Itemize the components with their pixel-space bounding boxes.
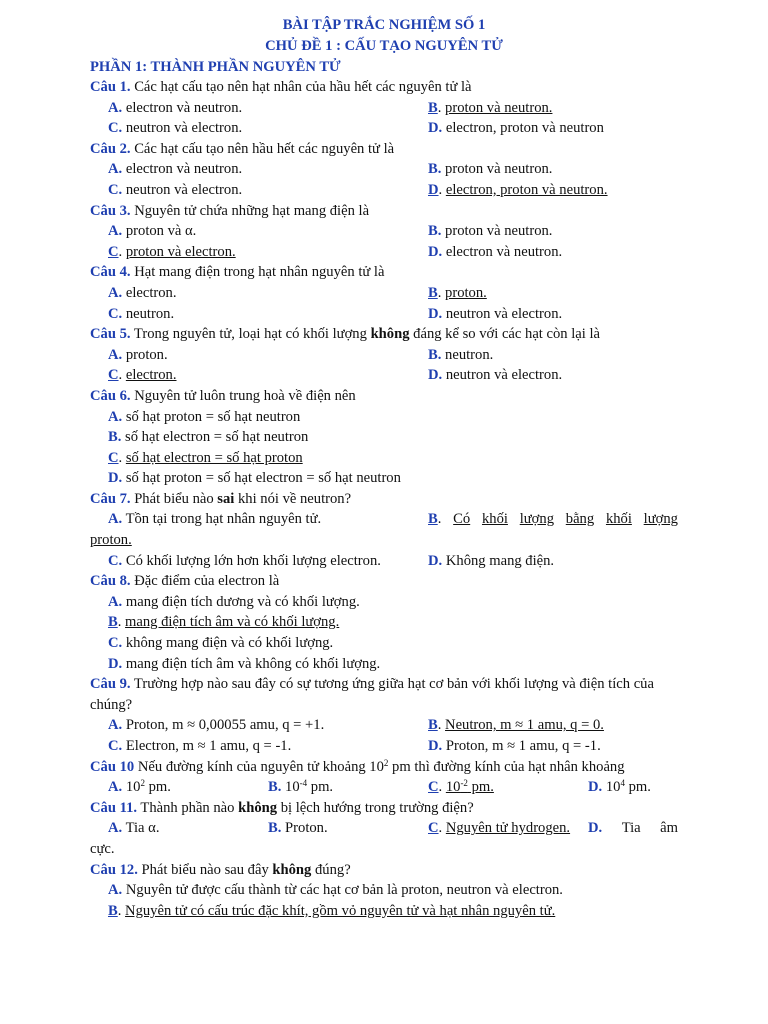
option-b-correct: B. proton. bbox=[428, 284, 487, 301]
option-a: A. Tia α. bbox=[108, 820, 160, 837]
option-c-correct: C. proton và electron. bbox=[108, 243, 236, 260]
option-a: A. electron và neutron. bbox=[108, 161, 243, 178]
option-a: A. electron. bbox=[108, 284, 177, 301]
option-d: D. số hạt proton = số hạt electron = số hạt neutron bbox=[108, 470, 401, 487]
question-9-continuation: chúng? bbox=[90, 696, 133, 713]
options-row bbox=[90, 159, 678, 180]
option-d: D. neutron và electron. bbox=[428, 367, 563, 384]
option-b-correct: B. Có khối lượng bằng khối lượng bbox=[428, 511, 678, 528]
option-d: D. neutron và electron. bbox=[428, 305, 563, 322]
options-row bbox=[90, 551, 678, 572]
option-d: D. mang điện tích âm và không có khối lượng. bbox=[108, 655, 381, 672]
option-c: C. không mang điện và có khối lượng. bbox=[108, 635, 334, 652]
document-page bbox=[90, 15, 678, 921]
option-d: D. $10^4$ pm. bbox=[588, 778, 651, 796]
options-row bbox=[90, 365, 678, 386]
options-row bbox=[90, 304, 678, 325]
option-b: B. neutron. bbox=[428, 346, 494, 363]
options-row bbox=[90, 180, 678, 201]
option-b-continuation: proton. bbox=[90, 532, 132, 549]
option-a: A. Tồn tại trong hạt nhân nguyên tử. bbox=[108, 511, 322, 528]
question-6: Câu 6. Nguyên tử luôn trung hoà về điện nên bbox=[90, 387, 356, 404]
option-a: A. số hạt proton = số hạt neutron bbox=[108, 408, 301, 425]
options-row bbox=[90, 715, 678, 736]
options-row bbox=[90, 777, 678, 798]
options-row bbox=[90, 509, 678, 530]
options-row bbox=[90, 118, 678, 139]
options-row bbox=[90, 242, 678, 263]
option-d: D. electron, proton và neutron bbox=[428, 120, 604, 137]
question-text: Các hạt cấu tạo nên hạt nhân của hầu hết các nguyên tử là bbox=[130, 79, 472, 95]
option-c: C. neutron và electron. bbox=[108, 181, 243, 198]
question-1 bbox=[90, 77, 678, 98]
document-title: BÀI TẬP TRẮC NGHIỆM SỐ 1 bbox=[282, 17, 486, 33]
options-row bbox=[90, 283, 678, 304]
option-a: A. proton. bbox=[108, 346, 168, 363]
option-b-correct: B. mang điện tích âm và có khối lượng. bbox=[108, 614, 340, 631]
options-row bbox=[90, 345, 678, 366]
option-c: C. neutron. bbox=[108, 305, 175, 322]
options-row bbox=[90, 736, 678, 757]
option-b: B. số hạt electron = số hạt neutron bbox=[108, 429, 309, 446]
question-11: Câu 11. Thành phần nào không bị lệch hướng trong trường điện? bbox=[90, 799, 474, 816]
option-c: C. Electron, m ≈ 1 amu, q = -1. bbox=[108, 738, 292, 754]
option-b: B. proton và neutron. bbox=[428, 223, 553, 240]
option-d: D. electron và neutron. bbox=[428, 243, 563, 260]
question-4: Câu 4. Hạt mang điện trong hạt nhân nguyên tử là bbox=[90, 264, 385, 281]
option-c-correct: C. Nguyên tử hydrogen. bbox=[428, 820, 571, 837]
option-b: B. proton và neutron. bbox=[428, 161, 553, 178]
question-8: Câu 8. Đặc điểm của electron là bbox=[90, 573, 280, 590]
option-a: A. proton và α. bbox=[108, 223, 197, 240]
option-c: C. Có khối lượng lớn hơn khối lượng electron. bbox=[108, 552, 381, 569]
option-c-correct: C. electron. bbox=[108, 367, 177, 384]
question-2: Câu 2. Các hạt cấu tạo nên hầu hết các nguyên tử là bbox=[90, 140, 395, 157]
option-a: A. Proton, m ≈ 0,00055 amu, q = +1. bbox=[108, 717, 325, 734]
option-d-correct: D. electron, proton và neutron. bbox=[428, 181, 608, 198]
options-row bbox=[90, 98, 678, 119]
option-b: B. Proton. bbox=[268, 820, 328, 837]
section-heading: PHẦN 1: THÀNH PHẦN NGUYÊN TỬ bbox=[90, 59, 341, 75]
question-3: Câu 3. Nguyên tử chứa những hạt mang điện là bbox=[90, 202, 370, 219]
document-subtitle: CHỦ ĐỀ 1 : CẤU TẠO NGUYÊN TỬ bbox=[265, 38, 503, 54]
question-10: Câu 10 Nếu đường kính của nguyên tử khoảng $10^2$ pm thì đường kính của hạt nhân khoảng bbox=[90, 757, 625, 775]
question-5: Câu 5. Trong nguyên tử, loại hạt có khối lượng không đáng kể so với các hạt còn lại là bbox=[90, 326, 600, 343]
question-7: Câu 7. Phát biểu nào sai khi nói về neutron? bbox=[90, 490, 352, 507]
question-label: Câu 1. bbox=[90, 79, 131, 95]
option-d: D. Tia âm bbox=[588, 820, 678, 837]
options-row bbox=[90, 221, 678, 242]
option-d-continuation: cực. bbox=[90, 840, 115, 857]
option-a: A. Nguyên tử được cấu thành từ các hạt cơ bản là proton, neutron và electron. bbox=[108, 882, 563, 899]
option-c-correct: C. $10^{-2}$ pm. bbox=[428, 778, 494, 796]
option-a: A. $10^2$ pm. bbox=[108, 778, 171, 796]
option-b-correct: B. Neutron, m ≈ 1 amu, q = 0. bbox=[428, 717, 604, 734]
option-a: A. mang điện tích dương và có khối lượng. bbox=[108, 593, 360, 610]
question-9: Câu 9. Trường hợp nào sau đây có sự tương ứng giữa hạt cơ bản với khối lượng và điện tích của bbox=[90, 676, 654, 693]
option-b-correct: B. Nguyên tử có cấu trúc đặc khít, gồm vỏ nguyên tử và hạt nhân nguyên tử. bbox=[108, 902, 556, 919]
option-a: A. electron và neutron. bbox=[108, 99, 243, 116]
option-b: B. $10^{-4}$ pm. bbox=[268, 778, 334, 796]
option-d: D. Không mang điện. bbox=[428, 552, 555, 569]
option-b-correct: B. proton và neutron. bbox=[428, 99, 553, 116]
option-d: D. Proton, m ≈ 1 amu, q = -1. bbox=[428, 738, 601, 754]
options-row bbox=[90, 818, 678, 839]
question-12: Câu 12. Phát biểu nào sau đây không đúng? bbox=[90, 861, 351, 878]
option-c-correct: C. số hạt electron = số hạt proton bbox=[108, 449, 303, 466]
option-c: C. neutron và electron. bbox=[108, 120, 243, 137]
